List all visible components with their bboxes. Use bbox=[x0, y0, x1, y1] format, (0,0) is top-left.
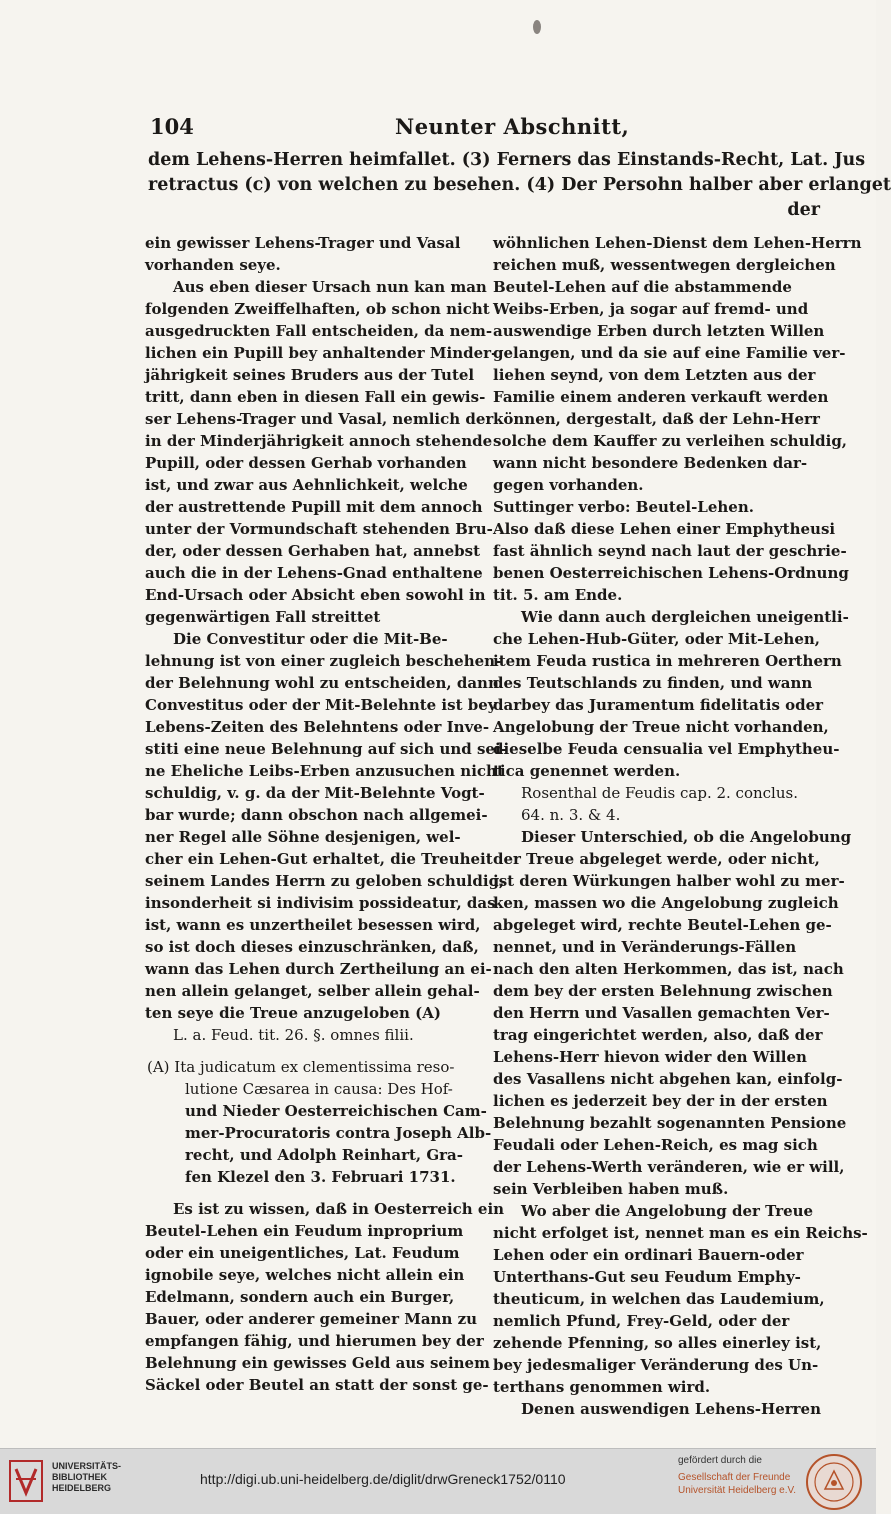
text-line: nen allein gelanget, selber allein gehal- bbox=[145, 982, 480, 1000]
text-line: Suttinger verbo: Beutel-Lehen. bbox=[493, 498, 754, 516]
text-line: ne Eheliche Leibs-Erben anzusuchen nicht bbox=[145, 762, 504, 780]
text-line: L. a. Feud. tit. 26. §. omnes filii. bbox=[173, 1026, 414, 1044]
text-line: mer-Procuratoris contra Joseph Alb- bbox=[185, 1124, 492, 1142]
text-line: End-Ursach oder Absicht eben sowohl in bbox=[145, 586, 486, 604]
text-line: ist, und zwar aus Aehnlichkeit, welche bbox=[145, 476, 468, 494]
text-line: Denen auswendigen Lehens-Herren bbox=[521, 1400, 821, 1418]
text-line: liehen seynd, von dem Letzten aus der bbox=[493, 366, 816, 384]
text-line: dem bey der ersten Belehnung zwischen bbox=[493, 982, 833, 1000]
text-line: gelangen, und da sie auf eine Familie ver- bbox=[493, 344, 846, 362]
text-line: in der Minderjährigkeit annoch stehende bbox=[145, 432, 493, 450]
text-line: trag eingerichtet werden, also, daß der bbox=[493, 1026, 823, 1044]
text-line: ist, wann es unzertheilet besessen wird, bbox=[145, 916, 481, 934]
ink-speck bbox=[533, 20, 541, 34]
continuation-line: dem Lehens-Herren heimfallet. (3) Ferners das Einstands-Recht, Lat. Jus bbox=[148, 150, 866, 170]
text-line: che Lehen-Hub-Güter, oder Mit-Lehen, bbox=[493, 630, 820, 648]
text-line: nemlich Pfund, Frey-Geld, oder der bbox=[493, 1312, 790, 1330]
text-line: wann nicht besondere Bedenken dar- bbox=[493, 454, 808, 472]
text-line: nennet, und in Veränderungs-Fällen bbox=[493, 938, 797, 956]
text-line: ner Regel alle Söhne desjenigen, wel- bbox=[145, 828, 461, 846]
text-line: wöhnlichen Lehen-Dienst dem Lehen-Herrn bbox=[493, 234, 862, 252]
text-line: Lehen oder ein ordinari Bauern-oder bbox=[493, 1246, 804, 1264]
text-line: tritt, dann eben in diesen Fall ein gewis- bbox=[145, 388, 486, 406]
text-line: Convestitus oder der Mit-Belehnte ist bey bbox=[145, 696, 497, 714]
text-line: Feudali oder Lehen-Reich, es mag sich bbox=[493, 1136, 818, 1154]
text-line: recht, und Adolph Reinhart, Gra- bbox=[185, 1146, 463, 1164]
text-line: auswendige Erben durch letzten Willen bbox=[493, 322, 825, 340]
text-line: item Feuda rustica in mehreren Oerthern bbox=[493, 652, 842, 670]
text-line: des Teutschlands zu finden, und wann bbox=[493, 674, 813, 692]
text-line: tit. 5. am Ende. bbox=[493, 586, 623, 604]
text-line: der Treue abgeleget werde, oder nicht, bbox=[493, 850, 820, 868]
text-line: ein gewisser Lehens-Trager und Vasal bbox=[145, 234, 461, 252]
text-line: des Vasallens nicht abgehen kan, einfolg- bbox=[493, 1070, 843, 1088]
text-line: ignobile seye, welches nicht allein ein bbox=[145, 1266, 465, 1284]
text-line: zehende Pfenning, so alles einerley ist, bbox=[493, 1334, 822, 1352]
text-line: empfangen fähig, und hierumen bey der bbox=[145, 1332, 484, 1350]
text-line: fast ähnlich seynd nach laut der geschrie- bbox=[493, 542, 847, 560]
library-logo-icon[interactable] bbox=[8, 1459, 44, 1503]
text-line: bey jedesmaliger Veränderung des Un- bbox=[493, 1356, 819, 1374]
text-line: ausgedruckten Fall entscheiden, da nem- bbox=[145, 322, 493, 340]
digitization-footer bbox=[0, 1448, 876, 1514]
text-line: stiti eine neue Belehnung auf sich und sei- bbox=[145, 740, 507, 758]
text-line: schuldig, v. g. da der Mit-Belehnte Vogt- bbox=[145, 784, 485, 802]
permalink-url[interactable]: http://digi.ub.uni-heidelberg.de/diglit/drwGreneck1752/0110 bbox=[200, 1471, 566, 1487]
text-line: der austrettende Pupill mit dem annoch bbox=[145, 498, 483, 516]
text-line: Belehnung ein gewisses Geld aus seinem bbox=[145, 1354, 490, 1372]
text-line: terthans genommen wird. bbox=[493, 1378, 711, 1396]
text-line: 64. n. 3. & 4. bbox=[521, 806, 621, 824]
right-column bbox=[493, 232, 868, 1420]
text-line: Säckel oder Beutel an statt der sonst ge- bbox=[145, 1376, 489, 1394]
continuation-text bbox=[148, 148, 891, 223]
text-line: Dieser Unterschied, ob die Angelobung bbox=[521, 828, 852, 846]
text-line: gegenwärtigen Fall streittet bbox=[145, 608, 381, 626]
text-line: Es ist zu wissen, daß in Oesterreich ein bbox=[173, 1200, 505, 1218]
text-line: Beutel-Lehen auf die abstammende bbox=[493, 278, 792, 296]
text-line: ser Lehens-Trager und Vasal, nemlich der bbox=[145, 410, 494, 428]
text-line: insonderheit si indivisim possideatur, das bbox=[145, 894, 496, 912]
funded-by-text: gefördert durch die bbox=[678, 1455, 762, 1466]
text-line: Lehens-Herr hievon wider den Willen bbox=[493, 1048, 807, 1066]
text-line: bar wurde; dann obschon nach allgemei- bbox=[145, 806, 488, 824]
university-seal-icon bbox=[805, 1453, 863, 1511]
text-line: Bauer, oder anderer gemeiner Mann zu bbox=[145, 1310, 477, 1328]
text-line: Pupill, oder dessen Gerhab vorhanden bbox=[145, 454, 467, 472]
text-line: cher ein Lehen-Gut erhaltet, die Treuheit bbox=[145, 850, 493, 868]
continuation-line: retractus (c) von welchen zu besehen. (4) Der Persohn halber aber erlanget bbox=[148, 175, 891, 195]
text-line: sein Verbleiben haben muß. bbox=[493, 1180, 729, 1198]
text-line: nach den alten Herkommen, das ist, nach bbox=[493, 960, 844, 978]
text-line: lehnung ist von einer zugleich beschehen- bbox=[145, 652, 502, 670]
text-line: den Herrn und Vasallen gemachten Ver- bbox=[493, 1004, 830, 1022]
text-line: (A) Ita judicatum ex clementissima reso- bbox=[147, 1058, 455, 1076]
left-column bbox=[145, 232, 507, 1396]
text-line: können, dergestalt, daß der Lehn-Herr bbox=[493, 410, 820, 428]
text-line: so ist doch dieses einzuschränken, daß, bbox=[145, 938, 479, 956]
text-line: theuticum, in welchen das Laudemium, bbox=[493, 1290, 825, 1308]
text-line: tica genennet werden. bbox=[493, 762, 681, 780]
text-line: Familie einem anderen verkauft werden bbox=[493, 388, 829, 406]
text-line: lichen es jederzeit bey der in der ersten bbox=[493, 1092, 828, 1110]
text-line: darbey das Juramentum fidelitatis oder bbox=[493, 696, 824, 714]
society-name[interactable]: Gesellschaft der Freunde Universität Heidelberg e.V. bbox=[678, 1472, 797, 1496]
text-line: Also daß diese Lehen einer Emphytheusi bbox=[493, 520, 836, 538]
paragraph-gap bbox=[145, 1046, 475, 1056]
text-line: Weibs-Erben, ja sogar auf fremd- und bbox=[493, 300, 809, 318]
text-line: ten seye die Treue anzugeloben (A) bbox=[145, 1004, 441, 1022]
text-line: der Lehens-Werth veränderen, wie er will, bbox=[493, 1158, 845, 1176]
text-line: Die Convestitur oder die Mit-Be- bbox=[173, 630, 448, 648]
text-line: jährigkeit seines Bruders aus der Tutel bbox=[145, 366, 475, 384]
text-line: lichen ein Pupill bey anhaltender Minder- bbox=[145, 344, 498, 362]
text-line: unter der Vormundschaft stehenden Bru- bbox=[145, 520, 493, 538]
text-line: wann das Lehen durch Zertheilung an ei- bbox=[145, 960, 492, 978]
library-name: UNIVERSITÄTS- BIBLIOTHEK HEIDELBERG bbox=[52, 1461, 122, 1493]
text-line: ist deren Würkungen halber wohl zu mer- bbox=[493, 872, 845, 890]
text-line: vorhanden seye. bbox=[145, 256, 281, 274]
text-line: benen Oesterreichischen Lehens-Ordnung bbox=[493, 564, 849, 582]
text-line: Unterthans-Gut seu Feudum Emphy- bbox=[493, 1268, 801, 1286]
text-line: dieselbe Feuda censualia vel Emphytheu- bbox=[493, 740, 840, 758]
text-line: und Nieder Oesterreichischen Cam- bbox=[185, 1102, 487, 1120]
text-line: Angelobung der Treue nicht vorhanden, bbox=[493, 718, 829, 736]
text-line: abgeleget wird, rechte Beutel-Lehen ge- bbox=[493, 916, 832, 934]
text-line: folgenden Zweiffelhaften, ob schon nicht bbox=[145, 300, 490, 318]
paragraph-gap bbox=[145, 1188, 475, 1198]
running-title: Neunter Abschnitt, bbox=[395, 114, 630, 139]
text-line: oder ein uneigentliches, Lat. Feudum bbox=[145, 1244, 460, 1262]
text-line: Lebens-Zeiten des Belehntens oder Inve- bbox=[145, 718, 490, 736]
text-line: der, oder dessen Gerhaben hat, annebst bbox=[145, 542, 481, 560]
text-line: Rosenthal de Feudis cap. 2. conclus. bbox=[521, 784, 798, 802]
text-line: auch die in der Lehens-Gnad enthaltene bbox=[145, 564, 483, 582]
text-line: solche dem Kauffer zu verleihen schuldig, bbox=[493, 432, 848, 450]
text-line: Wie dann auch dergleichen uneigentli- bbox=[521, 608, 849, 626]
text-line: gegen vorhanden. bbox=[493, 476, 644, 494]
page-number: 104 bbox=[150, 114, 194, 139]
text-line: reichen muß, wessentwegen dergleichen bbox=[493, 256, 836, 274]
text-line: Wo aber die Angelobung der Treue bbox=[521, 1202, 814, 1220]
text-line: nicht erfolget ist, nennet man es ein Reichs- bbox=[493, 1224, 868, 1242]
text-line: Belehnung bezahlt sogenannten Pensione bbox=[493, 1114, 847, 1132]
text-line: ken, massen wo die Angelobung zugleich bbox=[493, 894, 839, 912]
text-line: Aus eben dieser Ursach nun kan man bbox=[173, 278, 487, 296]
text-line: lutione Cæsarea in causa: Des Hof- bbox=[185, 1080, 453, 1098]
text-line: seinem Landes Herrn zu geloben schuldig, bbox=[145, 872, 505, 890]
text-line: Edelmann, sondern auch ein Burger, bbox=[145, 1288, 455, 1306]
text-line: der Belehnung wohl zu entscheiden, dann bbox=[145, 674, 499, 692]
text-line: fen Klezel den 3. Februari 1731. bbox=[185, 1168, 456, 1186]
text-line: Beutel-Lehen ein Feudum inproprium bbox=[145, 1222, 464, 1240]
continuation-line: der bbox=[787, 200, 820, 220]
